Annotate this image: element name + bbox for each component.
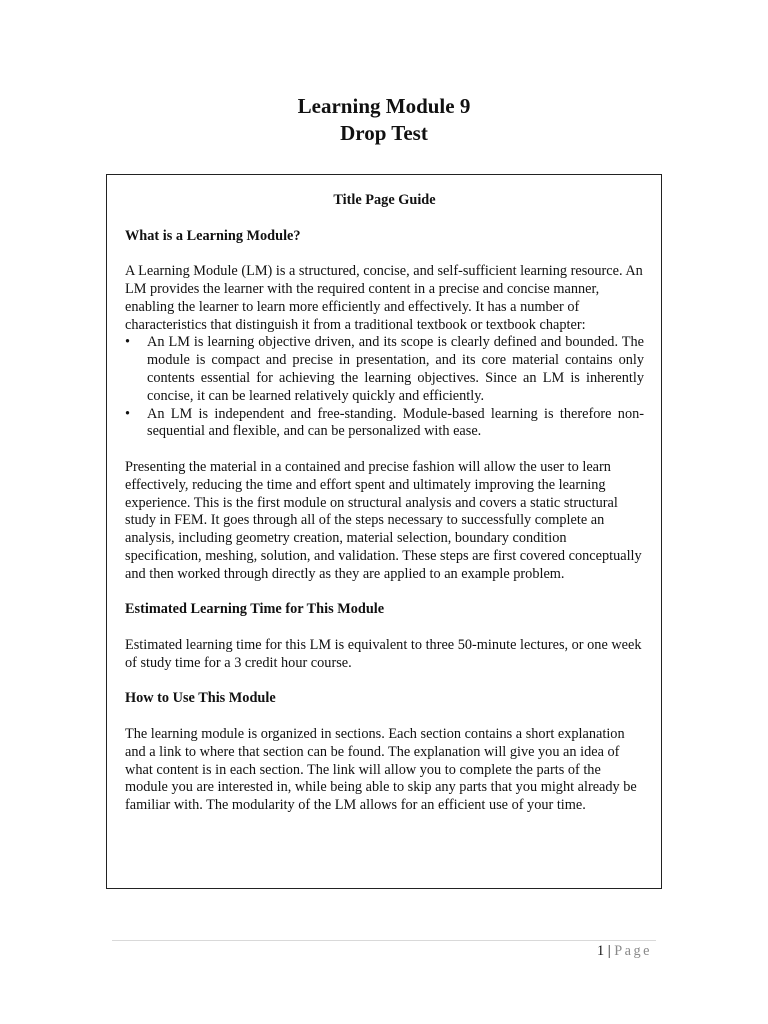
presenting-paragraph: Presenting the material in a contained and precise fashion will allow the user to learn effectively, reducing the time and effort spent and ultimately improving the learning experience. This is the first module on structural analysis and covers a static structural study in FEM. It goes through all of the steps necessary to successfully complete an analysis, including geometry creation, material selection, boundary condition specification, meshing, solution, and validation. These steps are first covered conceptually and then worked through directly as they are applied to an example problem. (125, 458, 642, 582)
page-number: 1 (597, 943, 605, 959)
list-item (125, 406, 644, 442)
list-item (125, 334, 644, 405)
intro-paragraph: A Learning Module (LM) is a structured, concise, and self-sufficient learning resource. An LM provides the learner with the required content in a precise and concise manner, enabling the learner to learn more efficiently and effectively. It has a number of characteristics that distinguish it from a traditional textbook or textbook chapter: (125, 263, 643, 333)
page-label: Page (614, 943, 652, 959)
characteristics-list (125, 334, 644, 441)
time-heading: Estimated Learning Time for This Module (125, 601, 385, 618)
document-subtitle: Drop Test (340, 121, 428, 145)
use-paragraph: The learning module is organized in sections. Each section contains a short explanation and a link to where that section can be found. The explanation will give you an idea of what content is in each section. The link will allow you to complete the parts of the module you are interested in, while being able to skip any parts that you might already be familiar with. The modularity of the LM allows for an efficient use of your time. (125, 725, 637, 814)
document-title: Learning Module 9 (297, 94, 471, 118)
bullet-icon: • (125, 334, 131, 351)
use-heading: How to Use This Module (125, 690, 276, 707)
page-number-footer (597, 942, 652, 960)
page-separator: | (607, 943, 611, 959)
time-paragraph: Estimated learning time for this LM is equivalent to three 50-minute lectures, or one week of study time for a 3 credit hour course. (125, 636, 642, 671)
guide-heading: Title Page Guide (333, 192, 436, 208)
bullet-text: An LM is independent and free-standing. Module-based learning is therefore non-sequential and flexible, and can be personalized with ease. (147, 405, 644, 440)
bullet-text: An LM is learning objective driven, and its scope is clearly defined and bounded. The module is compact and precise in presentation, and its core material contains only contents essential for achieving the learning objectives. Since an LM is inherently concise, it can be learned relatively quickly and efficiently. (147, 334, 644, 404)
bullet-icon: • (125, 405, 131, 422)
title-page-guide-box (106, 174, 662, 889)
footer-divider (112, 940, 656, 941)
what-heading: What is a Learning Module? (125, 227, 301, 244)
